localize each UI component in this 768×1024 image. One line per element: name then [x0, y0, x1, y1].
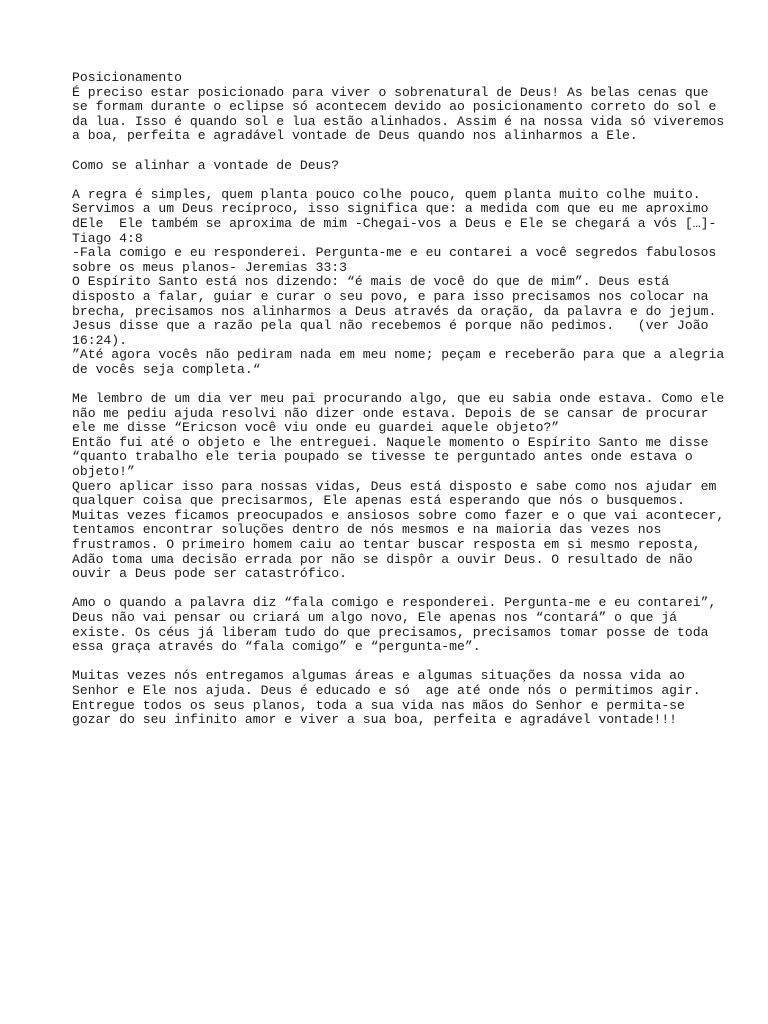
- text-line: 16:24).: [72, 332, 128, 348]
- blank-line: [72, 377, 752, 392]
- text-line: sobre os meus planos- Jeremias 33:3: [72, 259, 348, 275]
- text-line: Senhor e Ele nos ajuda. Deus é educado e só age até onde nós o permitimos agir.: [72, 682, 701, 698]
- blank-line: [72, 144, 752, 159]
- text-line: frustramos. O primeiro homem caiu ao tentar buscar resposta em si mesmo reposta,: [72, 537, 701, 552]
- text-line: objeto!”: [72, 464, 135, 480]
- text-line: Adão toma uma decisão errada por não se dispôr a ouvir Deus. O resultado de não: [72, 551, 693, 567]
- text-line: Quero aplicar isso para nossas vidas, Deus está disposto e sabe como nos ajudar em: [72, 478, 717, 494]
- text-line: não me pediu ajuda resolvi não dizer onde estava. Depois de se cansar de procurar: [72, 405, 709, 421]
- text-line: se formam durante o eclipse só acontecem devido ao posicionamento correto do sol e: [72, 99, 717, 115]
- text-line: existe. Os céus já liberam tudo do que precisamos, precisamos tomar posse de toda: [72, 624, 709, 640]
- text-line: Entregue todos os seus planos, toda a sua vida nas mãos do Senhor e permita-se: [72, 697, 685, 713]
- text-line: Me lembro de um dia ver meu pai procurando algo, que eu sabia onde estava. Como ele: [72, 391, 725, 407]
- text-line: da lua. Isso é quando sol e lua estão alinhados. Assim é na nossa vida só viveremos: [72, 113, 725, 129]
- text-line: ”Até agora vocês não pediram nada em meu nome; peçam e receberão para que a alegria: [72, 347, 725, 363]
- document-page: [72, 71, 752, 728]
- text-line: gozar do seu infinito amor e viver a sua boa, perfeita e agradável vontade!!!: [72, 712, 678, 728]
- text-line: -Fala comigo e eu responderei. Pergunta-me e eu contarei a você segredos fabulosos: [72, 245, 717, 261]
- text-line: Amo o quando a palavra diz “fala comigo e responderei. Pergunta-me e eu contarei”,: [72, 595, 717, 611]
- text-line: ele me disse “Ericson você viu onde eu guardei aquele objeto?”: [72, 420, 560, 436]
- text-line: Servimos a um Deus recíproco, isso significa que: a medida com que eu me aproximo: [72, 201, 709, 217]
- text-line: Muitas vezes ficamos preocupados e ansiosos sobre como fazer e o que vai acontecer,: [72, 507, 725, 523]
- text-line: Como se alinhar a vontade de Deus?: [72, 157, 340, 173]
- text-line: essa graça através do “fala comigo” e “pergunta-me”.: [72, 639, 481, 655]
- text-line: brecha, precisamos nos alinharmos a Deus através da oração, da palavra e do jejum.: [72, 303, 717, 319]
- text-line: “quanto trabalho ele teria poupado se tivesse te perguntado antes onde estava o: [72, 449, 693, 465]
- text-line: Deus não vai pensar ou criará um algo novo, Ele apenas nos “contará” o que já: [72, 609, 678, 625]
- text-line: A regra é simples, quem planta pouco colhe pouco, quem planta muito colhe muito.: [72, 186, 701, 202]
- text-line: dEle Ele também se aproxima de mim -Chegai-vos a Deus e Ele se chegará a vós […]-: [72, 215, 717, 231]
- text-line: a boa, perfeita e agradável vontade de Deus quando nos alinharmos a Ele.: [72, 128, 638, 144]
- text-line: Tiago 4:8: [72, 230, 143, 246]
- blank-line: [72, 655, 752, 670]
- document-title: Posicionamento: [72, 70, 183, 85]
- text-line: qualquer coisa que precisarmos, Ele apenas está esperando que nós o busquemos.: [72, 493, 685, 509]
- blank-line: [72, 582, 752, 597]
- text-line: Jesus disse que a razão pela qual não recebemos é porque não pedimos. (ver João: [72, 318, 709, 334]
- text-line: tentamos encontrar soluções dentro de nós mesmos e na maioria das vezes nos: [72, 522, 662, 538]
- text-line: Então fui até o objeto e lhe entreguei. Naquele momento o Espírito Santo me disse: [72, 434, 709, 450]
- text-line: disposto a falar, guiar e curar o seu povo, e para isso precisamos nos colocar na: [72, 288, 709, 304]
- text-line: ouvir a Deus pode ser catastrófico.: [72, 566, 348, 582]
- text-line: Muitas vezes nós entregamos algumas áreas e algumas situações da nossa vida ao: [72, 668, 685, 684]
- text-line: É preciso estar posicionado para viver o sobrenatural de Deus! As belas cenas que: [72, 84, 709, 100]
- text-line: de vocês seja completa.“: [72, 361, 261, 377]
- text-line: O Espírito Santo está nos dizendo: “é mais de você do que de mim”. Deus está: [72, 274, 670, 290]
- blank-line: [72, 173, 752, 188]
